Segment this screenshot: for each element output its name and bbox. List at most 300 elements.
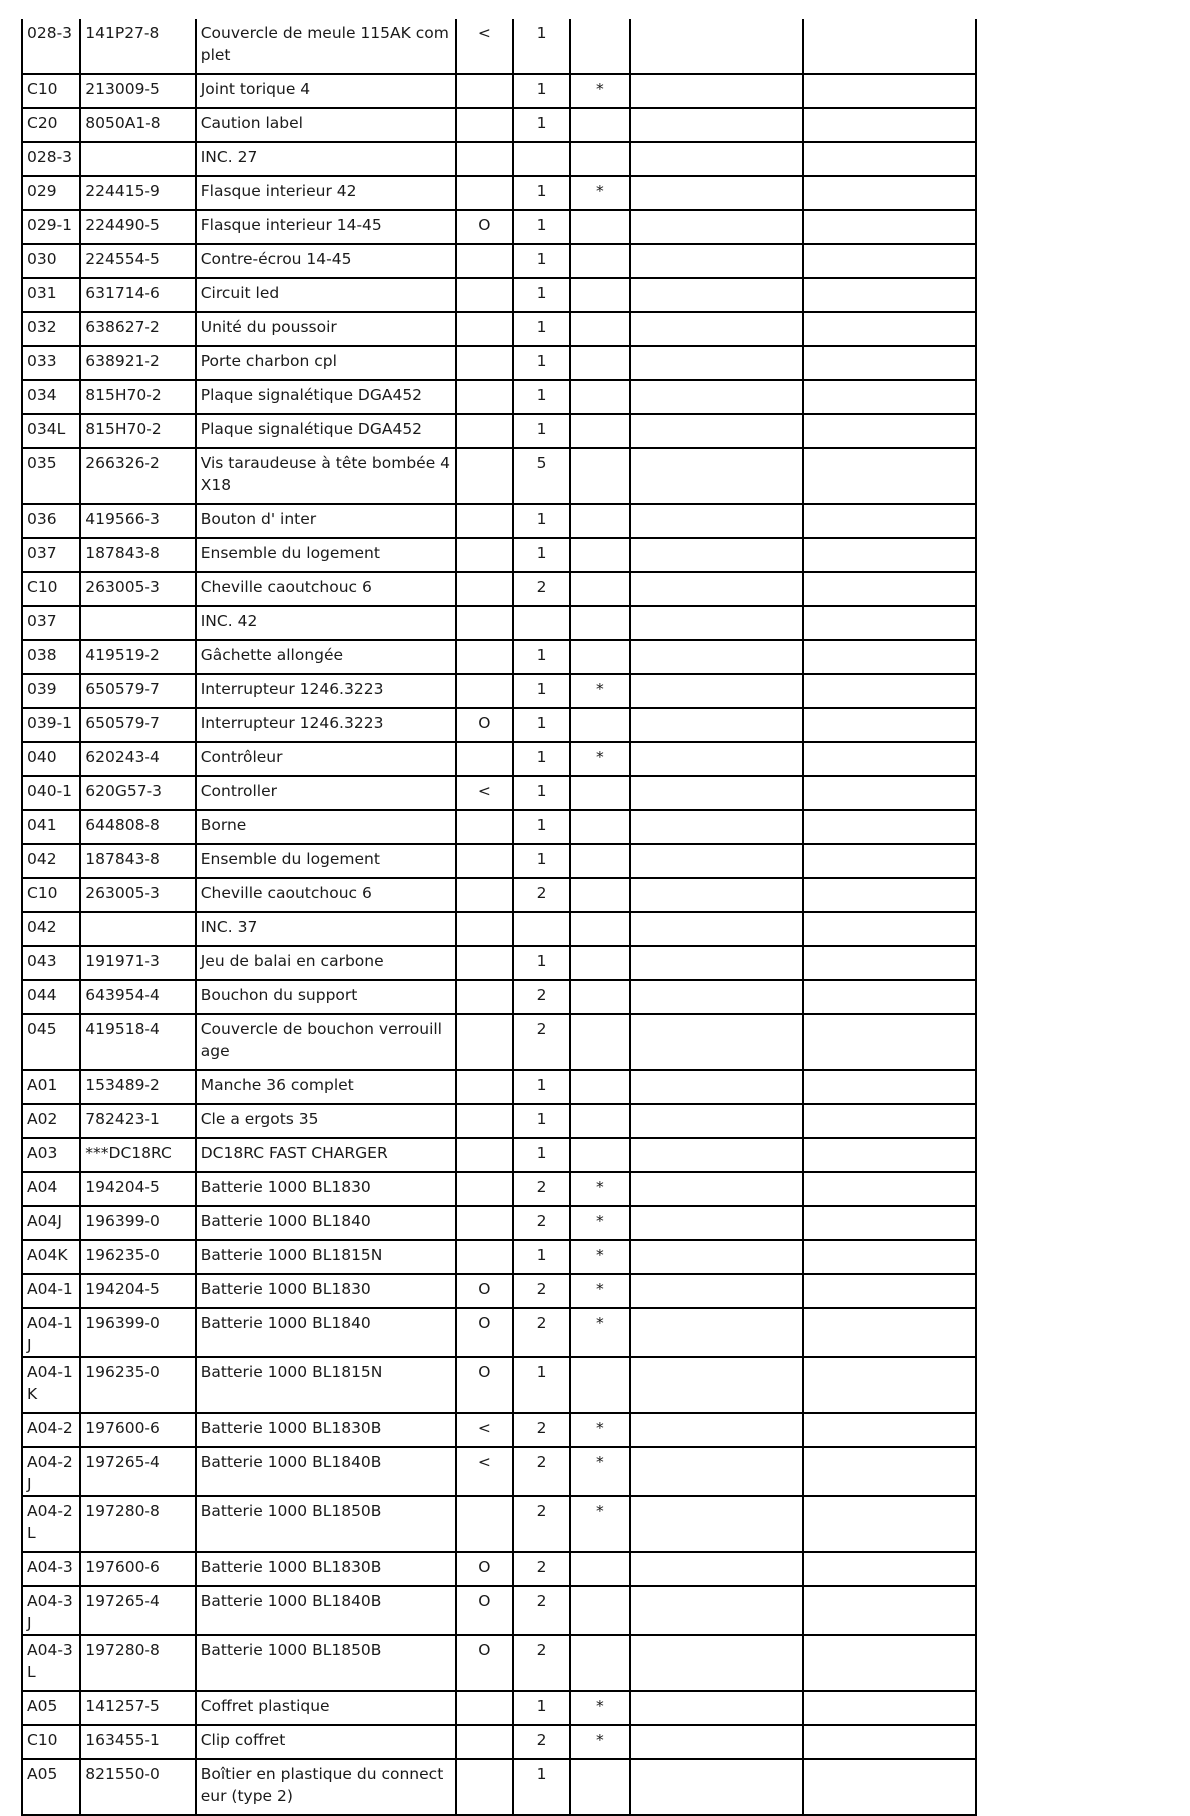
item-no-cell: A04-2J: [22, 1447, 80, 1496]
parts-list-table: [21, 19, 977, 1816]
star-mark-cell: [570, 878, 629, 912]
part-no-cell: 197265-4: [80, 1447, 195, 1496]
blank-a-cell: [630, 244, 804, 278]
star-mark-cell: [570, 380, 629, 414]
blank-b-cell: [803, 1496, 976, 1552]
table-row: [22, 878, 976, 912]
option-mark-cell: [456, 504, 513, 538]
part-no-cell: 163455-1: [80, 1725, 195, 1759]
description-cell: Batterie 1000 BL1815N: [196, 1357, 456, 1413]
part-no-cell: 187843-8: [80, 844, 195, 878]
description-cell: Controller: [196, 776, 456, 810]
star-mark-cell: *: [570, 1496, 629, 1552]
blank-a-cell: [630, 1691, 804, 1725]
blank-a-cell: [630, 1206, 804, 1240]
item-no-cell: A04J: [22, 1206, 80, 1240]
item-no-cell: A04-3J: [22, 1586, 80, 1635]
item-no-cell: A04-1J: [22, 1308, 80, 1357]
part-no-cell: 815H70-2: [80, 380, 195, 414]
table-row: [22, 1240, 976, 1274]
description-cell: Batterie 1000 BL1830: [196, 1274, 456, 1308]
option-mark-cell: [456, 980, 513, 1014]
part-no-cell: 196399-0: [80, 1206, 195, 1240]
quantity-cell: 2: [513, 1308, 570, 1357]
description-cell: Caution label: [196, 108, 456, 142]
option-mark-cell: [456, 1172, 513, 1206]
blank-b-cell: [803, 1691, 976, 1725]
part-no-cell: 196235-0: [80, 1240, 195, 1274]
part-no-cell: 263005-3: [80, 572, 195, 606]
option-mark-cell: O: [456, 1586, 513, 1635]
star-mark-cell: [570, 980, 629, 1014]
quantity-cell: 2: [513, 1447, 570, 1496]
quantity-cell: 1: [513, 244, 570, 278]
star-mark-cell: [570, 210, 629, 244]
quantity-cell: 1: [513, 504, 570, 538]
table-row: [22, 946, 976, 980]
blank-b-cell: [803, 1759, 976, 1815]
blank-a-cell: [630, 776, 804, 810]
option-mark-cell: O: [456, 1552, 513, 1586]
item-no-cell: 038: [22, 640, 80, 674]
star-mark-cell: [570, 1552, 629, 1586]
description-cell: Flasque interieur 42: [196, 176, 456, 210]
part-no-cell: 197600-6: [80, 1413, 195, 1447]
star-mark-cell: [570, 1586, 629, 1635]
description-cell: Joint torique 4: [196, 74, 456, 108]
table-row: [22, 1586, 976, 1635]
option-mark-cell: [456, 312, 513, 346]
quantity-cell: 1: [513, 1759, 570, 1815]
part-no-cell: 815H70-2: [80, 414, 195, 448]
star-mark-cell: [570, 448, 629, 504]
description-cell: Unité du poussoir: [196, 312, 456, 346]
quantity-cell: 2: [513, 1496, 570, 1552]
item-no-cell: C10: [22, 74, 80, 108]
star-mark-cell: *: [570, 1172, 629, 1206]
description-cell: Bouchon du support: [196, 980, 456, 1014]
blank-a-cell: [630, 74, 804, 108]
part-no-cell: 263005-3: [80, 878, 195, 912]
description-cell: Ensemble du logement: [196, 844, 456, 878]
star-mark-cell: [570, 1759, 629, 1815]
quantity-cell: 1: [513, 1138, 570, 1172]
part-no-cell: 194204-5: [80, 1274, 195, 1308]
quantity-cell: 1: [513, 742, 570, 776]
part-no-cell: 141P27-8: [80, 19, 195, 74]
blank-a-cell: [630, 380, 804, 414]
table-row: [22, 244, 976, 278]
blank-b-cell: [803, 1725, 976, 1759]
table-row: [22, 176, 976, 210]
blank-b-cell: [803, 278, 976, 312]
quantity-cell: 1: [513, 19, 570, 74]
blank-a-cell: [630, 810, 804, 844]
item-no-cell: 044: [22, 980, 80, 1014]
star-mark-cell: [570, 640, 629, 674]
description-cell: Couvercle de bouchon verrouillage: [196, 1014, 456, 1070]
item-no-cell: 034L: [22, 414, 80, 448]
blank-a-cell: [630, 1447, 804, 1496]
part-no-cell: 8050A1-8: [80, 108, 195, 142]
quantity-cell: 2: [513, 572, 570, 606]
quantity-cell: 5: [513, 448, 570, 504]
option-mark-cell: [456, 1138, 513, 1172]
table-row: [22, 1357, 976, 1413]
blank-a-cell: [630, 844, 804, 878]
blank-a-cell: [630, 312, 804, 346]
item-no-cell: C10: [22, 1725, 80, 1759]
star-mark-cell: [570, 278, 629, 312]
part-no-cell: [80, 912, 195, 946]
item-no-cell: 040-1: [22, 776, 80, 810]
description-cell: Contrôleur: [196, 742, 456, 776]
description-cell: Interrupteur 1246.3223: [196, 708, 456, 742]
blank-a-cell: [630, 108, 804, 142]
table-row: [22, 1725, 976, 1759]
option-mark-cell: O: [456, 1308, 513, 1357]
quantity-cell: 2: [513, 1413, 570, 1447]
table-row: [22, 1691, 976, 1725]
quantity-cell: 1: [513, 1070, 570, 1104]
star-mark-cell: *: [570, 74, 629, 108]
description-cell: INC. 42: [196, 606, 456, 640]
blank-b-cell: [803, 176, 976, 210]
blank-b-cell: [803, 1206, 976, 1240]
blank-b-cell: [803, 1104, 976, 1138]
blank-b-cell: [803, 244, 976, 278]
item-no-cell: A04-3: [22, 1552, 80, 1586]
table-row: [22, 606, 976, 640]
table-row: [22, 346, 976, 380]
option-mark-cell: <: [456, 1447, 513, 1496]
table-row: [22, 380, 976, 414]
table-row: [22, 108, 976, 142]
quantity-cell: 1: [513, 414, 570, 448]
table-row: [22, 1070, 976, 1104]
blank-a-cell: [630, 1308, 804, 1357]
blank-a-cell: [630, 210, 804, 244]
table-row: [22, 674, 976, 708]
quantity-cell: 1: [513, 810, 570, 844]
part-no-cell: 196235-0: [80, 1357, 195, 1413]
blank-b-cell: [803, 1070, 976, 1104]
star-mark-cell: [570, 244, 629, 278]
item-no-cell: 031: [22, 278, 80, 312]
description-cell: Batterie 1000 BL1840B: [196, 1447, 456, 1496]
option-mark-cell: [456, 1691, 513, 1725]
item-no-cell: 042: [22, 844, 80, 878]
star-mark-cell: *: [570, 1308, 629, 1357]
quantity-cell: 1: [513, 674, 570, 708]
option-mark-cell: [456, 572, 513, 606]
blank-b-cell: [803, 810, 976, 844]
blank-a-cell: [630, 946, 804, 980]
item-no-cell: 043: [22, 946, 80, 980]
star-mark-cell: [570, 538, 629, 572]
part-no-cell: 197600-6: [80, 1552, 195, 1586]
table-row: [22, 1496, 976, 1552]
description-cell: INC. 27: [196, 142, 456, 176]
option-mark-cell: [456, 1496, 513, 1552]
quantity-cell: 2: [513, 1172, 570, 1206]
option-mark-cell: [456, 912, 513, 946]
quantity-cell: 1: [513, 74, 570, 108]
description-cell: INC. 37: [196, 912, 456, 946]
blank-b-cell: [803, 572, 976, 606]
part-no-cell: 187843-8: [80, 538, 195, 572]
part-no-cell: 224415-9: [80, 176, 195, 210]
item-no-cell: 033: [22, 346, 80, 380]
star-mark-cell: [570, 844, 629, 878]
blank-a-cell: [630, 504, 804, 538]
blank-a-cell: [630, 142, 804, 176]
table-row: [22, 1759, 976, 1815]
blank-a-cell: [630, 674, 804, 708]
option-mark-cell: [456, 810, 513, 844]
blank-a-cell: [630, 538, 804, 572]
star-mark-cell: *: [570, 176, 629, 210]
option-mark-cell: O: [456, 1357, 513, 1413]
table-row: [22, 572, 976, 606]
star-mark-cell: *: [570, 1691, 629, 1725]
quantity-cell: 1: [513, 538, 570, 572]
quantity-cell: 1: [513, 346, 570, 380]
table-row: [22, 1014, 976, 1070]
blank-b-cell: [803, 1357, 976, 1413]
description-cell: Batterie 1000 BL1815N: [196, 1240, 456, 1274]
star-mark-cell: *: [570, 742, 629, 776]
quantity-cell: 2: [513, 1586, 570, 1635]
blank-a-cell: [630, 1138, 804, 1172]
table-row: [22, 538, 976, 572]
item-no-cell: 042: [22, 912, 80, 946]
quantity-cell: 2: [513, 1725, 570, 1759]
quantity-cell: [513, 912, 570, 946]
description-cell: Plaque signalétique DGA452: [196, 414, 456, 448]
table-row: [22, 1308, 976, 1357]
part-no-cell: 419519-2: [80, 640, 195, 674]
option-mark-cell: [456, 142, 513, 176]
blank-b-cell: [803, 1172, 976, 1206]
quantity-cell: 2: [513, 878, 570, 912]
item-no-cell: 035: [22, 448, 80, 504]
blank-b-cell: [803, 346, 976, 380]
option-mark-cell: [456, 74, 513, 108]
option-mark-cell: <: [456, 1413, 513, 1447]
blank-a-cell: [630, 1586, 804, 1635]
option-mark-cell: [456, 1104, 513, 1138]
blank-a-cell: [630, 912, 804, 946]
description-cell: DC18RC FAST CHARGER: [196, 1138, 456, 1172]
part-no-cell: 197280-8: [80, 1496, 195, 1552]
star-mark-cell: [570, 1104, 629, 1138]
part-no-cell: 638627-2: [80, 312, 195, 346]
star-mark-cell: [570, 810, 629, 844]
item-no-cell: A04-1K: [22, 1357, 80, 1413]
option-mark-cell: [456, 346, 513, 380]
blank-b-cell: [803, 1308, 976, 1357]
table-row: [22, 742, 976, 776]
item-no-cell: A04-3L: [22, 1635, 80, 1691]
part-no-cell: 224554-5: [80, 244, 195, 278]
table-row: [22, 640, 976, 674]
description-cell: Porte charbon cpl: [196, 346, 456, 380]
star-mark-cell: [570, 1357, 629, 1413]
star-mark-cell: *: [570, 1413, 629, 1447]
option-mark-cell: [456, 674, 513, 708]
option-mark-cell: [456, 538, 513, 572]
table-row: [22, 844, 976, 878]
blank-b-cell: [803, 878, 976, 912]
quantity-cell: 1: [513, 776, 570, 810]
blank-b-cell: [803, 538, 976, 572]
description-cell: Batterie 1000 BL1840B: [196, 1586, 456, 1635]
option-mark-cell: [456, 380, 513, 414]
blank-a-cell: [630, 640, 804, 674]
item-no-cell: A04-1: [22, 1274, 80, 1308]
item-no-cell: 040: [22, 742, 80, 776]
star-mark-cell: [570, 606, 629, 640]
blank-b-cell: [803, 380, 976, 414]
item-no-cell: A01: [22, 1070, 80, 1104]
table-row: [22, 776, 976, 810]
table-row: [22, 708, 976, 742]
quantity-cell: 2: [513, 980, 570, 1014]
description-cell: Couvercle de meule 115AK complet: [196, 19, 456, 74]
blank-b-cell: [803, 504, 976, 538]
item-no-cell: A04K: [22, 1240, 80, 1274]
item-no-cell: A03: [22, 1138, 80, 1172]
blank-b-cell: [803, 1586, 976, 1635]
item-no-cell: 036: [22, 504, 80, 538]
table-row: [22, 1104, 976, 1138]
option-mark-cell: [456, 606, 513, 640]
blank-b-cell: [803, 1447, 976, 1496]
option-mark-cell: [456, 1725, 513, 1759]
blank-a-cell: [630, 708, 804, 742]
item-no-cell: 037: [22, 538, 80, 572]
star-mark-cell: *: [570, 1725, 629, 1759]
blank-b-cell: [803, 1413, 976, 1447]
description-cell: Batterie 1000 BL1830B: [196, 1552, 456, 1586]
blank-b-cell: [803, 1138, 976, 1172]
item-no-cell: 041: [22, 810, 80, 844]
blank-b-cell: [803, 19, 976, 74]
description-cell: Borne: [196, 810, 456, 844]
item-no-cell: 029: [22, 176, 80, 210]
part-no-cell: 644808-8: [80, 810, 195, 844]
star-mark-cell: [570, 346, 629, 380]
blank-a-cell: [630, 1413, 804, 1447]
quantity-cell: 1: [513, 1357, 570, 1413]
blank-b-cell: [803, 1014, 976, 1070]
part-no-cell: 821550-0: [80, 1759, 195, 1815]
option-mark-cell: [456, 278, 513, 312]
blank-a-cell: [630, 1552, 804, 1586]
option-mark-cell: [456, 640, 513, 674]
quantity-cell: 1: [513, 1240, 570, 1274]
blank-b-cell: [803, 74, 976, 108]
option-mark-cell: [456, 1070, 513, 1104]
description-cell: Cheville caoutchouc 6: [196, 878, 456, 912]
blank-a-cell: [630, 1759, 804, 1815]
part-no-cell: 782423-1: [80, 1104, 195, 1138]
description-cell: Flasque interieur 14-45: [196, 210, 456, 244]
item-no-cell: A05: [22, 1759, 80, 1815]
part-no-cell: 194204-5: [80, 1172, 195, 1206]
table-row: [22, 312, 976, 346]
blank-b-cell: [803, 946, 976, 980]
part-no-cell: 620G57-3: [80, 776, 195, 810]
part-no-cell: 650579-7: [80, 708, 195, 742]
blank-b-cell: [803, 980, 976, 1014]
option-mark-cell: O: [456, 1635, 513, 1691]
star-mark-cell: [570, 1014, 629, 1070]
blank-a-cell: [630, 742, 804, 776]
item-no-cell: 039: [22, 674, 80, 708]
option-mark-cell: [456, 244, 513, 278]
part-no-cell: 141257-5: [80, 1691, 195, 1725]
item-no-cell: 029-1: [22, 210, 80, 244]
blank-b-cell: [803, 448, 976, 504]
star-mark-cell: [570, 142, 629, 176]
item-no-cell: 037: [22, 606, 80, 640]
item-no-cell: C20: [22, 108, 80, 142]
quantity-cell: 1: [513, 278, 570, 312]
description-cell: Plaque signalétique DGA452: [196, 380, 456, 414]
quantity-cell: 1: [513, 844, 570, 878]
star-mark-cell: [570, 1070, 629, 1104]
quantity-cell: 2: [513, 1014, 570, 1070]
item-no-cell: 045: [22, 1014, 80, 1070]
part-no-cell: ***DC18RC: [80, 1138, 195, 1172]
description-cell: Boîtier en plastique du connecteur (type 2): [196, 1759, 456, 1815]
description-cell: Clip coffret: [196, 1725, 456, 1759]
description-cell: Interrupteur 1246.3223: [196, 674, 456, 708]
table-row: [22, 1552, 976, 1586]
table-row: [22, 1274, 976, 1308]
item-no-cell: 039-1: [22, 708, 80, 742]
item-no-cell: 034: [22, 380, 80, 414]
option-mark-cell: <: [456, 776, 513, 810]
description-cell: Circuit led: [196, 278, 456, 312]
blank-a-cell: [630, 1357, 804, 1413]
description-cell: Coffret plastique: [196, 1691, 456, 1725]
table-row: [22, 504, 976, 538]
table-row: [22, 912, 976, 946]
option-mark-cell: [456, 1014, 513, 1070]
star-mark-cell: [570, 1138, 629, 1172]
blank-b-cell: [803, 844, 976, 878]
blank-b-cell: [803, 674, 976, 708]
description-cell: Batterie 1000 BL1850B: [196, 1635, 456, 1691]
option-mark-cell: [456, 844, 513, 878]
item-no-cell: 028-3: [22, 142, 80, 176]
quantity-cell: [513, 606, 570, 640]
blank-a-cell: [630, 1104, 804, 1138]
table-row: [22, 1138, 976, 1172]
blank-b-cell: [803, 108, 976, 142]
table-row: [22, 1172, 976, 1206]
quantity-cell: 1: [513, 108, 570, 142]
part-no-cell: 419566-3: [80, 504, 195, 538]
quantity-cell: 1: [513, 708, 570, 742]
part-no-cell: [80, 142, 195, 176]
option-mark-cell: [456, 1206, 513, 1240]
blank-b-cell: [803, 1552, 976, 1586]
blank-a-cell: [630, 1725, 804, 1759]
